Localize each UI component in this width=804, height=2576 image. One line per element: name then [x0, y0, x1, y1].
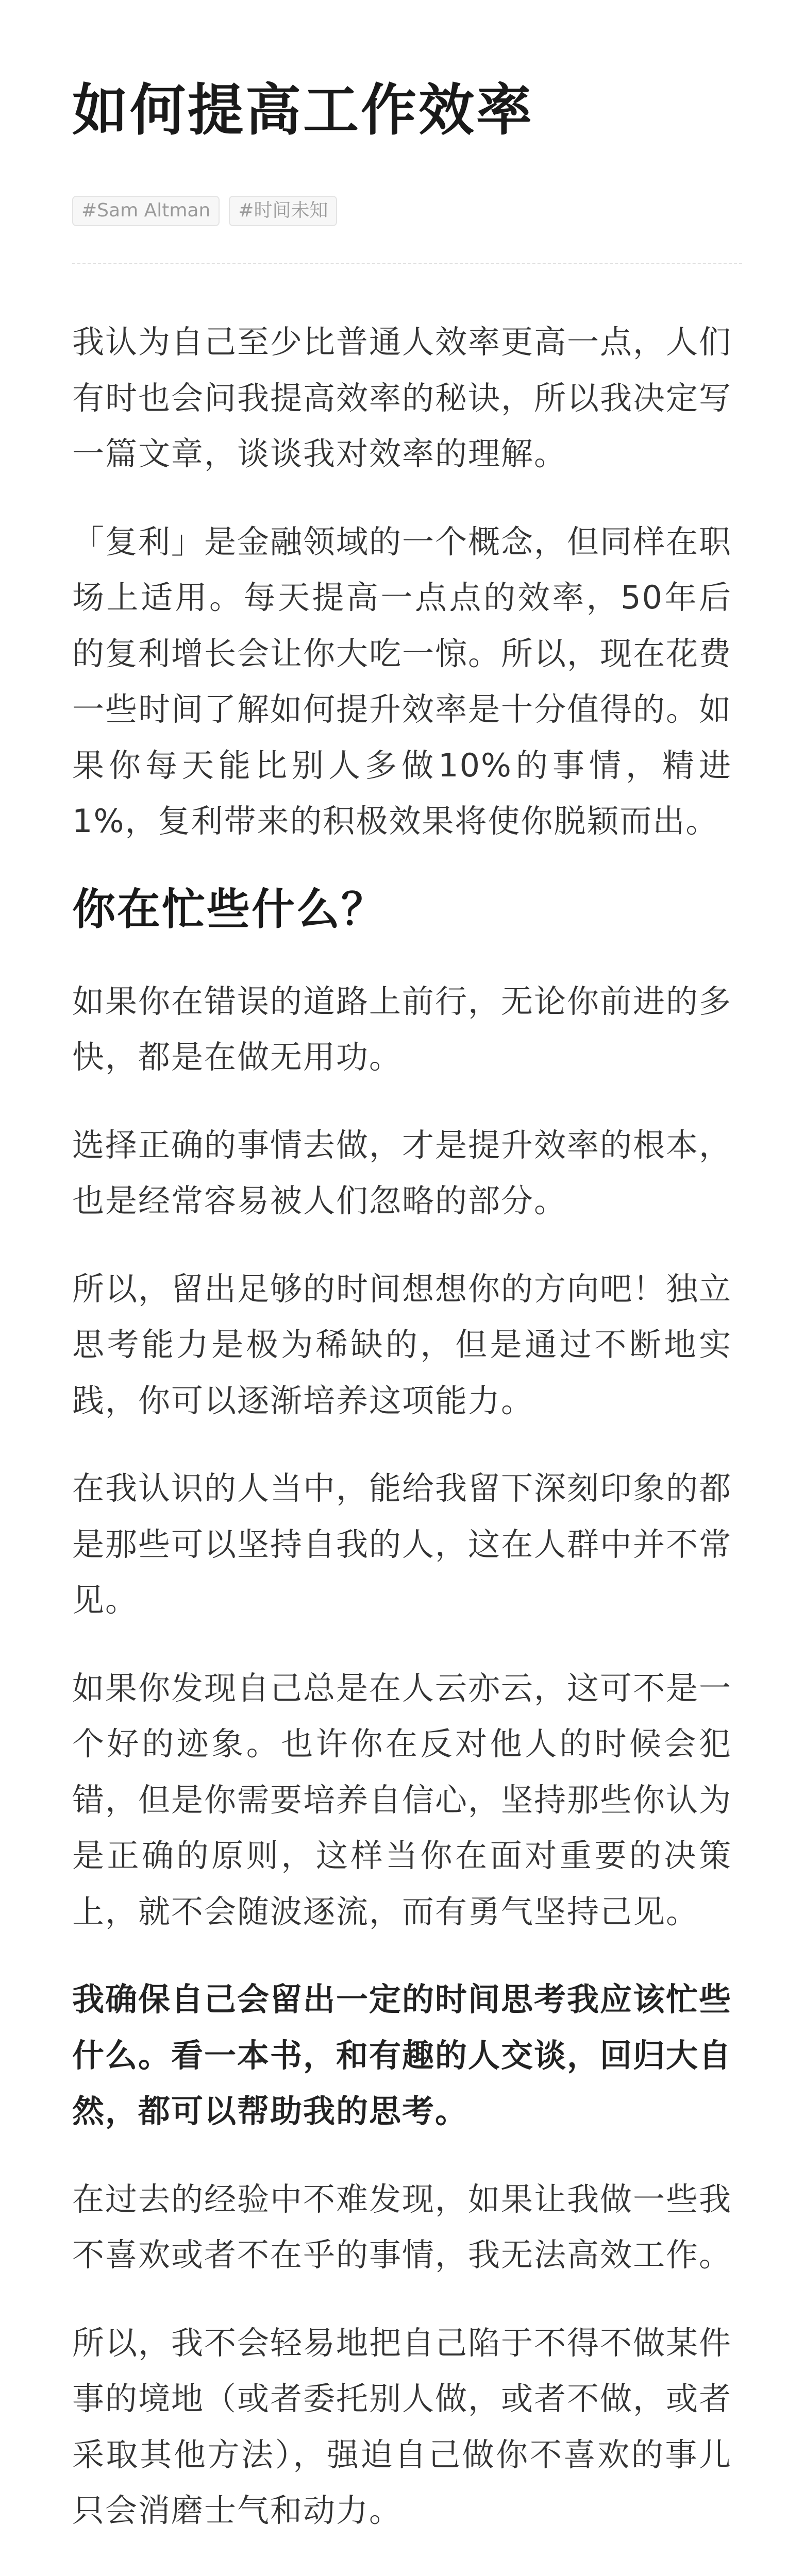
paragraph: 「复利」是金融领域的一个概念，但同样在职场上适用。每天提高一点点的效率，50年后的复利增长会让你大吃一惊。所以，现在花费一些时间了解如何提升效率是十分值得的。如果你每天能比别人多做10%的事情，精进1%，复利带来的积极效果将使你脱颖而出。 [72, 522, 732, 840]
article-body [72, 314, 732, 2576]
paragraph: 如果你发现自己总是在人云亦云，这可不是一个好的迹象。也许你在反对他人的时候会犯错，但是你需要培养自信心，坚持那些你认为是正确的原则，这样当你在面对重要的决策上，就不会随波逐流，而有勇气坚持己见。 [72, 1669, 732, 1930]
paragraph: 所以，留出足够的时间想想你的方向吧！独立思考能力是极为稀缺的，但是通过不断地实践，你可以逐渐培养这项能力。 [72, 1269, 732, 1419]
divider [72, 263, 742, 264]
bold-paragraph: 我确保自己会留出一定的时间思考我应该忙些什么。看一本书，和有趣的人交谈，回归大自然，都可以帮助我的思考。 [72, 1980, 732, 2130]
paragraph: 在我认识的人当中，能给我留下深刻印象的都是那些可以坚持自我的人，这在人群中并不常见。 [72, 1469, 732, 1619]
article-title: 如何提高工作效率 [72, 78, 534, 143]
paragraph: 如果你在错误的道路上前行，无论你前进的多快，都是在做无用功。 [72, 982, 732, 1076]
tag-list [72, 196, 337, 226]
paragraph: 所以，我不会轻易地把自己陷于不得不做某件事的境地（或者委托别人做，或者不做，或者采取其他方法），强迫自己做你不喜欢的事儿只会消磨士气和动力。 [72, 2324, 732, 2530]
tag-date[interactable]: #时间未知 [229, 196, 337, 226]
paragraph: 在过去的经验中不难发现，如果让我做一些我不喜欢或者不在乎的事情，我无法高效工作。 [72, 2180, 732, 2274]
paragraph: 我认为自己至少比普通人效率更高一点，人们有时也会问我提高效率的秘诀，所以我决定写一篇文章，谈谈我对效率的理解。 [72, 323, 732, 472]
tag-author[interactable]: #Sam Altman [72, 196, 220, 226]
section-heading: 你在忙些什么？ [72, 884, 387, 935]
paragraph: 选择正确的事情去做，才是提升效率的根本，也是经常容易被人们忽略的部分。 [72, 1126, 732, 1220]
paragraph [72, 2571, 732, 2576]
